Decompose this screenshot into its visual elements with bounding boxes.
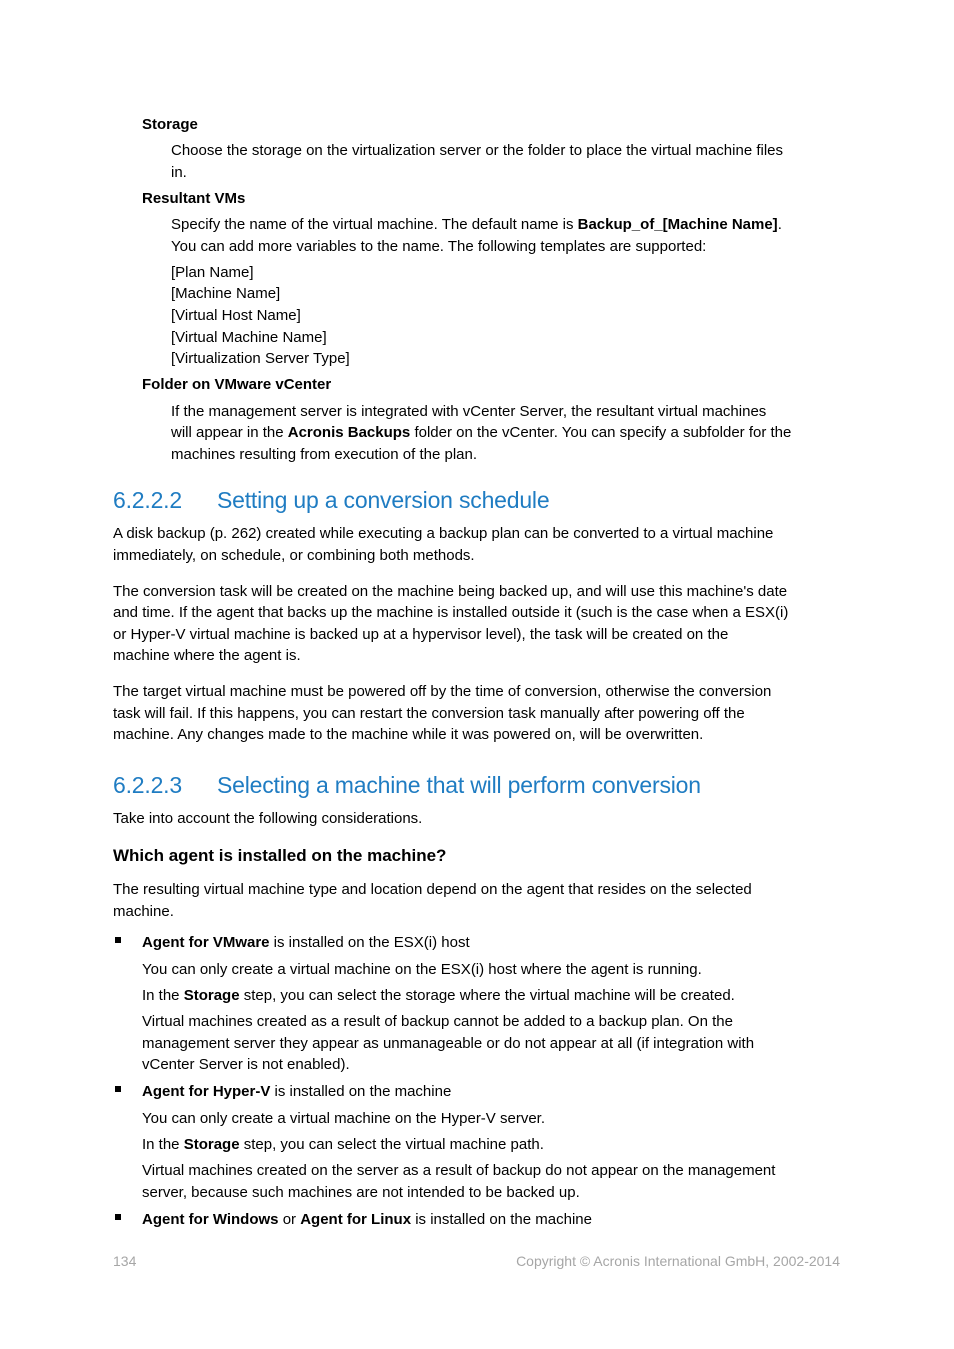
template-item: [Virtualization Server Type] bbox=[171, 350, 350, 367]
section-heading-6222 bbox=[113, 485, 549, 515]
text-run: is installed on the machine bbox=[270, 1083, 452, 1100]
folder-vcenter-line-2 bbox=[171, 422, 791, 443]
paragraph-line bbox=[113, 523, 773, 544]
template-item: [Machine Name] bbox=[171, 285, 281, 302]
text-run: In the bbox=[142, 1136, 184, 1153]
paragraph-line: The target virtual machine must be powered off by the time of conversion, otherwise the conversion bbox=[113, 683, 772, 700]
text-run: . bbox=[777, 216, 782, 233]
folder-vcenter-line-1: If the management server is integrated with vCenter Server, the resultant virtual machines bbox=[171, 403, 767, 420]
template-item: [Plan Name] bbox=[171, 264, 254, 281]
text-run: step, you can select the virtual machine path. bbox=[239, 1136, 544, 1153]
paragraph-line: or Hyper-V virtual machine is backed up at a hypervisor level), the task will be created on the bbox=[113, 626, 729, 643]
paragraph-line: vCenter Server is not enabled). bbox=[142, 1056, 350, 1073]
paragraph-line: management server they appear as unmanageable or do not appear at all (if integration with bbox=[142, 1035, 755, 1052]
paragraph-line bbox=[142, 985, 735, 1006]
bullet-agent-vmware bbox=[142, 932, 470, 953]
text-run: or bbox=[278, 1211, 301, 1228]
storage-bold: Storage bbox=[183, 1136, 240, 1153]
bullet-marker bbox=[115, 1214, 121, 1220]
text-run: A disk backup (p. 262) created while executing a backup plan can be converted to a virtual machine bbox=[113, 525, 774, 542]
text-run: folder on the vCenter. You can specify a subfolder for the bbox=[410, 424, 792, 441]
section-title: Setting up a conversion schedule bbox=[217, 487, 550, 513]
resultant-vms-line-1 bbox=[171, 214, 782, 235]
term-folder-vcenter: Folder on VMware vCenter bbox=[142, 376, 332, 393]
bullet-agent-hyperv bbox=[142, 1081, 451, 1102]
bullet-agent-windows-linux bbox=[142, 1209, 592, 1230]
paragraph-line: The resulting virtual machine type and location depend on the agent that resides on the selected bbox=[113, 881, 752, 898]
text-run: will appear in the bbox=[171, 424, 288, 441]
paragraph-line: Virtual machines created as a result of backup cannot be added to a backup plan. On the bbox=[142, 1013, 733, 1030]
resultant-vms-line-2: You can add more variables to the name. The following templates are supported: bbox=[171, 238, 707, 255]
agent-name-bold: Agent for Windows bbox=[142, 1211, 279, 1228]
paragraph-line: task will fail. If this happens, you can restart the conversion task manually after powering off the bbox=[113, 705, 745, 722]
paragraph-line: immediately, on schedule, or combining both methods. bbox=[113, 547, 475, 564]
storage-desc-line-2: in. bbox=[171, 164, 187, 181]
bullet-marker bbox=[115, 937, 121, 943]
storage-bold: Storage bbox=[183, 987, 240, 1004]
agent-name-bold: Agent for Hyper-V bbox=[142, 1083, 271, 1100]
agent-name-bold: Agent for VMware bbox=[142, 934, 270, 951]
folder-vcenter-line-3: machines resulting from execution of the plan. bbox=[171, 446, 477, 463]
paragraph-line: machine. bbox=[113, 903, 174, 920]
default-name-bold: Backup_of_[Machine Name] bbox=[577, 216, 778, 233]
intro-line: Take into account the following considerations. bbox=[113, 810, 423, 827]
paragraph-line: You can only create a virtual machine on the ESX(i) host where the agent is running. bbox=[142, 961, 702, 978]
template-item: [Virtual Machine Name] bbox=[171, 329, 327, 346]
bullet-marker bbox=[115, 1086, 121, 1092]
paragraph-line: You can only create a virtual machine on the Hyper-V server. bbox=[142, 1110, 545, 1127]
text-run: is installed on the machine bbox=[411, 1211, 592, 1228]
text-run: In the bbox=[142, 987, 184, 1004]
section-number: 6.2.2.3 bbox=[113, 772, 182, 798]
term-resultant-vms: Resultant VMs bbox=[142, 190, 246, 207]
paragraph-line bbox=[142, 1134, 544, 1155]
section-title: Selecting a machine that will perform conversion bbox=[217, 772, 701, 798]
paragraph-line: The conversion task will be created on the machine being backed up, and will use this machine's date bbox=[113, 583, 788, 600]
template-item: [Virtual Host Name] bbox=[171, 307, 301, 324]
copyright-notice: Copyright © Acronis International GmbH, 2002-2014 bbox=[516, 1253, 840, 1269]
paragraph-line: Virtual machines created on the server as a result of backup do not appear on the management bbox=[142, 1162, 776, 1179]
acronis-backups-bold: Acronis Backups bbox=[287, 424, 411, 441]
text-run: Specify the name of the virtual machine. The default name is bbox=[171, 216, 578, 233]
term-storage: Storage bbox=[142, 116, 198, 133]
section-number: 6.2.2.2 bbox=[113, 487, 182, 513]
agent-name-bold: Agent for Linux bbox=[300, 1211, 412, 1228]
section-heading-6223 bbox=[113, 770, 701, 800]
paragraph-line: machine where the agent is. bbox=[113, 647, 301, 664]
text-run: step, you can select the storage where the virtual machine will be created. bbox=[239, 987, 735, 1004]
text-run: is installed on the ESX(i) host bbox=[269, 934, 470, 951]
paragraph-line: machine. Any changes made to the machine while it was powered on, will be overwritten. bbox=[113, 726, 704, 743]
page-number: 134 bbox=[113, 1253, 137, 1269]
paragraph-line: and time. If the agent that backs up the machine is installed outside it (such is the case when a ESX(i) bbox=[113, 604, 789, 621]
subheading-which-agent: Which agent is installed on the machine? bbox=[113, 846, 447, 865]
storage-desc-line-1: Choose the storage on the virtualization server or the folder to place the virtual machine files bbox=[171, 142, 783, 159]
paragraph-line: server, because such machines are not intended to be backed up. bbox=[142, 1184, 580, 1201]
